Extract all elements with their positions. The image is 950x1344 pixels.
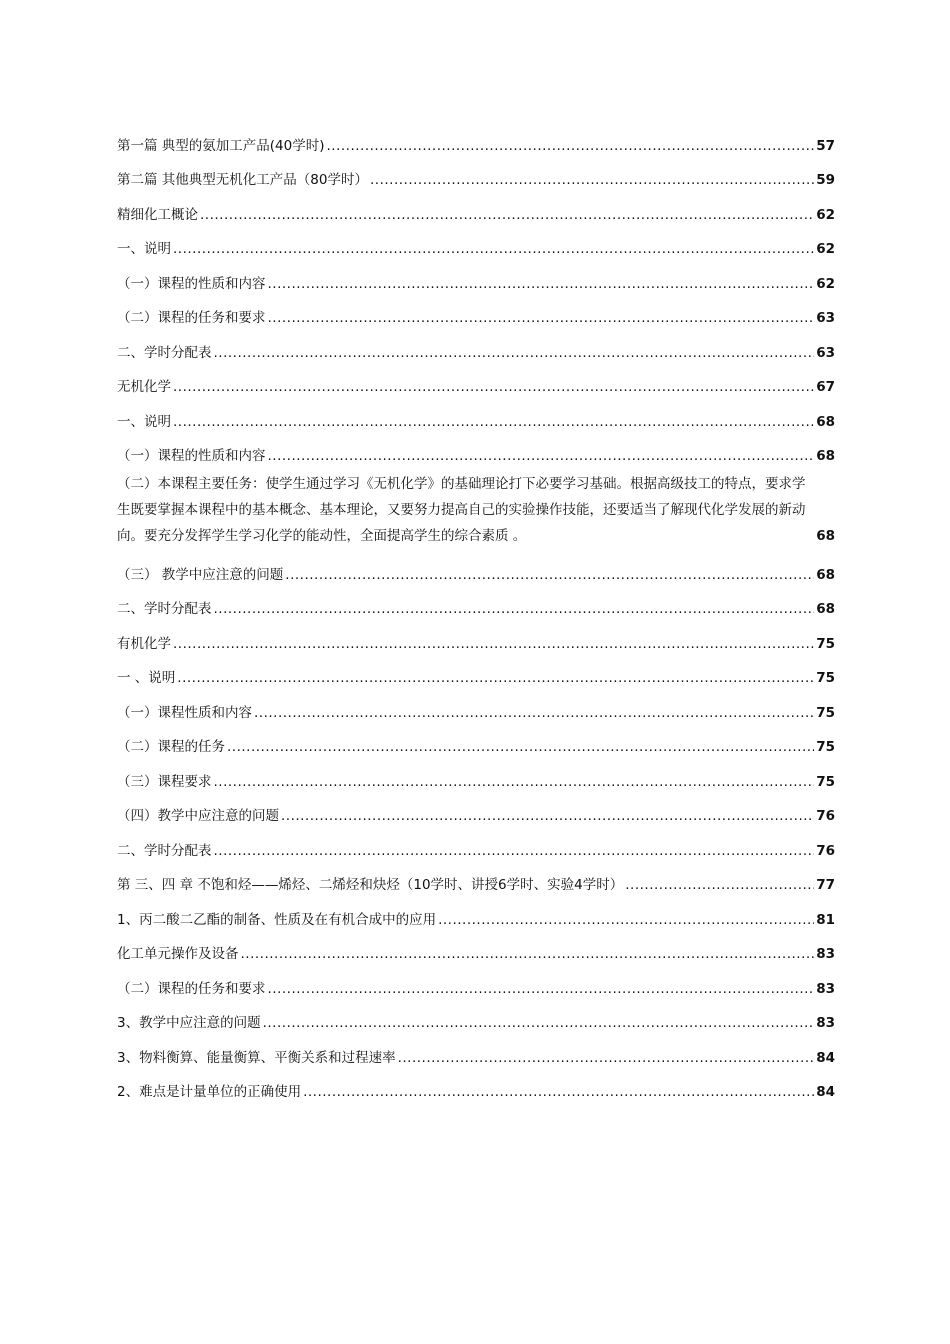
toc-entry[interactable] [117,722,835,757]
dot-leader [303,1083,814,1101]
dot-leader [173,413,814,431]
toc-entry[interactable] [117,653,835,688]
toc-entry[interactable] [117,258,835,293]
toc-entry-title: 二、学时分配表 [117,344,212,361]
toc-entry-page: 75 [816,773,835,790]
toc-entry-page: 83 [816,1015,835,1031]
toc-entry[interactable] [117,584,835,619]
toc-entry-title: 有机化学 [117,635,171,652]
dot-leader [285,566,814,584]
toc-entry-title: 一 、说明 [117,670,176,686]
toc-entry-page: 81 [816,911,835,928]
toc-entry[interactable] [117,327,835,362]
dot-leader [327,137,815,155]
toc-entry-title: 第二篇 其他典型无机化工产品（80学时） [117,172,368,188]
toc-entry-page: 68 [816,413,835,430]
toc-entry-title: （二）课程的任务 [117,739,225,755]
dot-leader [227,738,814,756]
toc-entry[interactable] [117,998,835,1033]
toc-entry-title: 精细化工概论 [117,206,198,223]
dot-leader [173,635,814,653]
dot-leader [281,807,814,825]
toc-entry-title: （三）课程要求 [117,773,212,790]
dot-leader [214,842,815,860]
toc-entry-page: 63 [816,310,835,326]
toc-entry-page: 68 [816,601,835,617]
toc-entry-page: 68 [816,528,835,544]
toc-entry[interactable] [117,687,835,722]
dot-leader [254,704,814,722]
toc-entry[interactable] [117,1032,835,1067]
toc-entry-title: （一）课程性质和内容 [117,704,252,721]
toc-entry-page: 84 [816,1084,835,1100]
toc-entry-page: 57 [816,137,835,154]
toc-entry[interactable] [117,929,835,964]
dot-leader [173,378,814,396]
toc-entry-title: 一、说明 [117,241,171,257]
toc-entry-page: 76 [816,842,835,859]
toc-entry-title: （二）课程的任务和要求 [117,980,266,997]
dot-leader [398,1049,815,1067]
toc-entry-page: 67 [816,379,835,395]
toc-entry[interactable] [117,362,835,397]
toc-entry[interactable] [117,894,835,929]
toc-entry-page: 76 [816,808,835,824]
toc-entry-title: 化工单元操作及设备 [117,946,239,962]
toc-entry-title: 无机化学 [117,379,171,395]
toc-entry[interactable] [117,825,835,860]
toc-entry-page: 62 [816,275,835,292]
dot-leader [241,945,815,963]
toc-entry-page: 68 [816,566,835,583]
dot-leader [214,344,815,362]
toc-entry-title: （三） 教学中应注意的问题 [117,566,284,583]
toc-entry[interactable] [117,791,835,826]
toc-entry-page: 62 [816,206,835,223]
toc-entry[interactable] [117,396,835,431]
toc-entry-page: 75 [816,704,835,721]
toc-entry[interactable] [117,155,835,190]
toc-entry-title: 第 三、四 章 不饱和烃——烯烃、二烯烃和炔烃（10学时、讲授6学时、实验4学时） [117,877,624,893]
toc-entry[interactable] [117,756,835,791]
toc-entry-title: 2、难点是计量单位的正确使用 [117,1084,302,1100]
dot-leader [263,1014,815,1032]
dot-leader [268,980,815,998]
dot-leader [268,447,815,465]
toc-entry-page: 62 [816,241,835,257]
toc-entry-title: 一、说明 [117,413,171,430]
toc-entry[interactable] [117,120,835,155]
toc-entry[interactable] [117,189,835,224]
toc-entry-title: （四）教学中应注意的问题 [117,808,279,824]
toc-entry[interactable] [117,549,835,584]
toc-entry-page: 75 [816,635,835,652]
toc-entry-page: 77 [816,877,835,893]
dot-leader [268,275,815,293]
toc-entry-page: 75 [816,670,835,686]
dot-leader [177,669,814,687]
toc-entry-title: 二、学时分配表 [117,842,212,859]
toc-entry-title: （一）课程的性质和内容 [117,448,266,464]
toc-entry-page: 75 [816,739,835,755]
toc-entry-page: 83 [816,980,835,997]
toc-entry-title: 1、丙二酸二乙酯的制备、性质及在有机合成中的应用 [117,911,437,928]
toc-entry-page: 83 [816,946,835,962]
toc-entry-long[interactable] [117,465,835,549]
toc-entry[interactable] [117,963,835,998]
toc-entry[interactable] [117,293,835,328]
toc-entry-page: 68 [816,448,835,464]
dot-leader [173,240,814,258]
toc-entry[interactable] [117,860,835,895]
dot-leader [214,600,815,618]
toc-entry-title: （二）课程的任务和要求 [117,310,266,326]
toc-entry-page: 63 [816,344,835,361]
toc-entry-title: 第一篇 典型的氨加工产品(40学时) [117,137,325,154]
dot-leader [268,309,815,327]
toc-entry[interactable] [117,431,835,466]
dot-leader [625,876,814,894]
toc-entry-title: 3、物料衡算、能量衡算、平衡关系和过程速率 [117,1049,396,1066]
toc-entry-page: 84 [816,1049,835,1066]
toc-entry-page: 59 [816,172,835,188]
dot-leader [370,171,814,189]
toc-entry[interactable] [117,224,835,259]
toc-entry-title: （一）课程的性质和内容 [117,275,266,292]
toc-entry-title: 二、学时分配表 [117,601,212,617]
toc-entry[interactable] [117,1067,835,1102]
table-of-contents [117,120,835,1101]
dot-leader [214,773,815,791]
toc-entry-title: （二）本课程主要任务：使学生通过学习《无机化学》的基础理论打下必要学习基础。根据高级技工的特点，要求学生既要掌握本课程中的基本概念、基本理论，又要努力提高自己的实验操作技能，还要适当了解现代化学发展的新动向。要充分发挥学生学习化学的能动性，全面提高学生的综合素质 。 [117,476,806,544]
dot-leader [200,206,814,224]
toc-entry-title: 3、教学中应注意的问题 [117,1015,261,1031]
toc-entry[interactable] [117,618,835,653]
dot-leader [438,911,814,929]
